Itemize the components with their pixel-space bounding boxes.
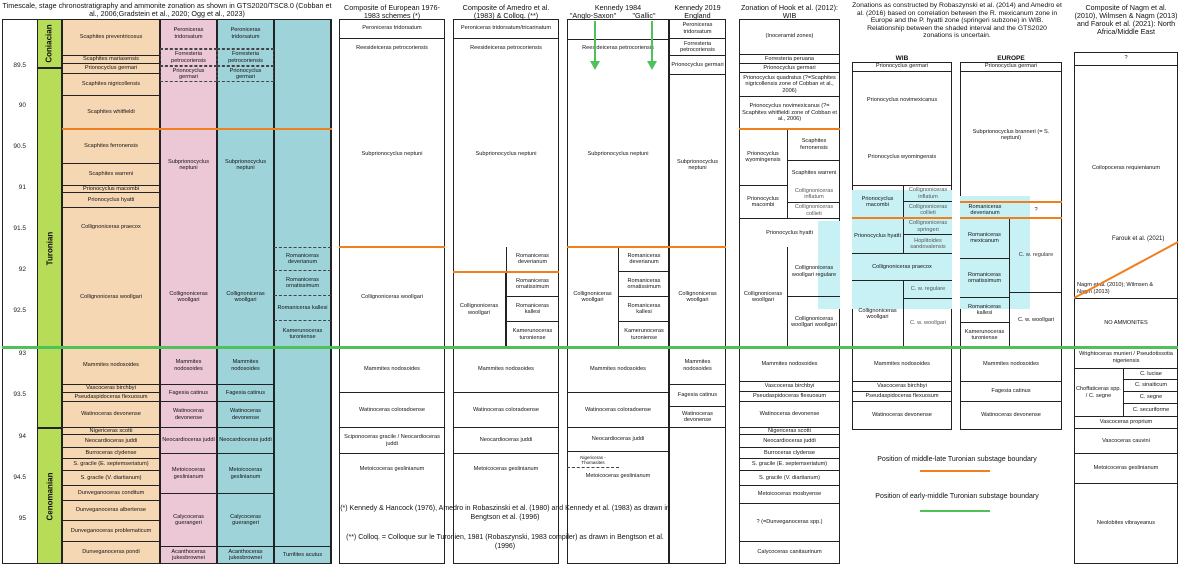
tick-label: 93.5	[13, 391, 26, 398]
zone-cell: Collignoniceras woollgari	[169, 290, 208, 303]
tick-label: 94.5	[13, 474, 26, 481]
zone-cell: Prionocyclus hyatti	[62, 193, 160, 208]
zone-cell: S. gracile (V. diartianum)	[62, 471, 160, 486]
zone-cell: Forresteria petrocoriensis	[160, 49, 217, 66]
zone-cell: Fagesia catinus	[160, 385, 217, 402]
zone-cell: Romaniceras ornatissimum	[274, 271, 331, 296]
zone-cell: C. w. regulare	[1018, 251, 1054, 258]
zone-cell: Collignoniceras collieti	[794, 204, 834, 217]
zone-cell: Calycoceras guerangeri	[173, 513, 204, 526]
zone-cell: Acanthoceras jukesbrownei	[217, 546, 274, 563]
zone-cell: Prionocyclus macombi	[852, 186, 904, 218]
zone-cell: Reesideiceras petrocoriensis	[470, 44, 542, 51]
orange-boundary-europe-lower	[960, 217, 1062, 219]
zone-cell: Pseudaspidoceras flexuosum	[852, 392, 952, 402]
stage-cenomanian: Cenomanian	[37, 428, 62, 564]
zone-cell: Peroniceras tridorsatum	[160, 19, 217, 49]
zone-cell: Romaniceras kallesi	[960, 298, 1010, 322]
zone-cell: Burroceras clydense	[62, 448, 160, 459]
zone-cell: Collignoniceras springeri	[904, 218, 952, 235]
zone-cell: Collignoniceras praecox	[852, 253, 952, 281]
orange-boundary-kennedy	[567, 246, 726, 248]
zone-cell: Sciponoceras gracile / Neocardioceras juddi	[339, 428, 445, 454]
zone-cell: Collignoniceras woollgari	[361, 293, 423, 300]
tick-label: 91	[18, 184, 26, 191]
zone-cell: Prionocyclus macombi	[62, 186, 160, 193]
zone-cell: Metoicoceras geslinianum	[473, 465, 539, 472]
zone-cell: Romaniceras kallesi	[274, 296, 331, 321]
zone-cell: Scaphites preventricosus	[62, 19, 160, 56]
zone-cell: Collignoniceras woollgari	[739, 247, 788, 347]
legend-green-label: Position of early-middle Turonian substage boundary	[875, 493, 1039, 500]
zone-cell: Fagesia catinus	[217, 385, 274, 402]
zone-cell: Watinoceras devonense	[160, 402, 217, 428]
zone-cell: Calycoceras canitaurinum	[757, 549, 822, 556]
arrow-icons	[585, 19, 665, 71]
tick-label: 90.5	[13, 143, 26, 150]
hook-header: Zonation of Hook et al. (2012): WIB	[740, 3, 839, 20]
zone-cell: Collignoniceras woollgari	[678, 290, 717, 303]
zone-cell: Prionocyclus germari	[669, 56, 726, 75]
zone-cell: Forresteria peruana	[739, 55, 840, 64]
zone-cell: Subprionocyclus neptuni	[224, 158, 267, 171]
nagm-diagonal	[1074, 236, 1180, 300]
zone-cell: Prionocyclus hyatti	[852, 218, 904, 253]
zone-cell: Coilopoceras requienianum	[1091, 164, 1161, 171]
zone-cell: Romaniceras deverianum	[274, 247, 331, 271]
zone-cell: Scaphites ferronensis	[62, 129, 160, 164]
zone-cell: Neocardioceras juddi	[62, 435, 160, 448]
zone-cell: Turrilites acutus	[274, 546, 331, 563]
zone-cell: Mammites nodosoides	[160, 347, 217, 385]
green-boundary	[2, 346, 1178, 349]
legend-green-line	[920, 510, 990, 512]
zone-cell: C. w. woollgari	[909, 319, 947, 326]
zone-cell: Prionocyclus novimexicanus (?= Scaphites whitfieldi zone of Cobban et al., 2006)	[742, 103, 837, 123]
zone-cell: NO AMMONITES	[1074, 298, 1178, 347]
zone-cell: Reesideiceras petrocoriensis	[582, 44, 654, 51]
zone-cell: Collignoniceras woollgari	[226, 290, 265, 303]
zone-cell: ?	[1034, 206, 1038, 213]
zone-cell: Subprionocyclus neptuni	[587, 150, 649, 157]
robaszynski-header: Zonations as constructed by Robaszynski et al. (2014) and Amedro et al. (2016) based on correlation between the R. mexicanum zone in Europe and the P. hyatti zone (springeri subzone) in WIB. Relationship between the shaded interval and the GTS2020 zonations is uncertain.	[852, 2, 1062, 40]
zone-cell: Peroniceras tridorsatum	[669, 19, 726, 39]
tick-label: 94	[18, 433, 26, 440]
zone-cell: Metoicoceras geslinianum	[585, 472, 651, 479]
zone-cell: Wrightoceras munieri / Pseudotissotia nigeriensis	[1074, 347, 1178, 369]
zone-cell: Neocardioceras juddi	[567, 428, 669, 452]
zone-cell: Nigericeras scotti	[62, 428, 160, 435]
zone-cell: Vascoceras birchbyi	[62, 385, 160, 393]
nagm-header: Composite of Nagm et al. (2010), Wilmsen & Nagm (2013) and Farouk et al. (2021): North Africa/Middle East	[1074, 3, 1178, 36]
zone-cell: Subprionocyclus neptuni	[475, 150, 537, 157]
zone-cell: Prionocyclus germari	[62, 64, 160, 74]
tick-label: 93	[18, 350, 26, 357]
zone-cell: Kamerunoceras turoniense	[960, 322, 1010, 347]
zone-cell: Neocardioceras juddi	[217, 428, 274, 454]
zone-cell: Neocardioceras juddi	[739, 435, 840, 448]
legend-orange-label: Position of middle-late Turonian substage boundary	[877, 456, 1037, 463]
zone-cell: Peroniceras tridorsatum	[339, 19, 445, 39]
zone-cell: Collignoniceras woollgari	[852, 281, 904, 347]
stage-coniacian: Coniacian	[37, 19, 62, 68]
zone-cell: Fagesia catinus	[669, 385, 726, 407]
zone-cell: Watinoceras devonense	[739, 402, 840, 428]
zone-cell: Prionocyclus germari	[852, 62, 952, 72]
zone-cell: Collignoniceras woollgari regulare	[788, 247, 840, 297]
zone-cell: C. w. regulare	[904, 281, 952, 299]
zone-cell: Prionocyclus hyatti	[739, 218, 840, 247]
european-header: Composite of European 1976-1983 schemes (*)	[344, 3, 440, 20]
zone-cell: Prionocyclus germari	[739, 64, 840, 73]
zone-cell: Calycoceras guerangeri	[230, 513, 261, 526]
zone-cell: Fagesia catinus	[960, 382, 1062, 402]
zone-cell: Romaniceras deverianum	[968, 203, 1002, 216]
zone-cell: Collignoniceras praecox	[81, 224, 141, 231]
kennedy1984-header: Kennedy 1984	[594, 3, 642, 12]
zone-cell: Watinoceras devonense	[872, 412, 932, 419]
zone-cell: Scaphites ferronensis	[788, 129, 840, 161]
zone-cell: Watinoceras devonense	[669, 407, 726, 428]
zone-cell: Mammites nodosoides	[960, 347, 1062, 382]
tick-label: 91.5	[13, 225, 26, 232]
zone-cell: Romaniceras kallesi	[506, 297, 559, 322]
zone-cell: C. w. woollgari	[1010, 292, 1062, 347]
zone-cell: Watinoceras devonense	[981, 412, 1041, 419]
zone-cell: Forresteria petrocoriensis	[217, 49, 274, 66]
zone-cell: Collignoniceras collieti	[908, 203, 948, 216]
gallic-label: "Gallic"	[632, 11, 656, 20]
legend-orange-line	[920, 470, 990, 472]
zone-cell: S. gracile (V. diartianum)	[739, 471, 840, 486]
zone-cell: Collignoniceras inflatum	[904, 186, 952, 202]
zone-cell: Metoicoceras geslinianum	[359, 465, 425, 472]
zone-cell: S. gracile (E. septemseriatum)	[62, 459, 160, 471]
zone-cell: Prionocyclus macombi	[739, 186, 788, 218]
zone-cell: Subprionocyclus neptuni	[676, 158, 719, 171]
footnote-colloq: (**) Colloq. = Colloque sur le Turonien, 1981 (Robaszynski, 1983 compiler) as drawn in Bengtson et al. (1996)	[346, 534, 664, 550]
zone-cell: C. sinaiticum	[1124, 380, 1178, 392]
zone-cell: Neocardioceras juddi	[453, 428, 559, 454]
nagm-label: Nagm et al. (2010); Wilmsen & Nagm (2013)	[1077, 282, 1154, 295]
zone-cell: Metoicoceras mosbyense	[739, 486, 840, 504]
zone-cell: Vascoceras cauvini	[1074, 429, 1178, 454]
zone-cell: Dunveganoceras problematicum	[62, 521, 160, 542]
zone-cell: Watinoceras devonense	[62, 402, 160, 428]
zone-cell: Kamerunoceras turoniense	[282, 327, 323, 340]
zone-cell: Pseudaspidoceras flexuosum	[62, 393, 160, 402]
zone-cell: Romaniceras ornatissimum	[960, 258, 1010, 298]
zone-cell: Mammites nodosoides	[852, 347, 952, 382]
tick-label: 89.5	[13, 62, 26, 69]
zone-cell: Romaniceras deverianum	[619, 247, 669, 272]
zone-cell: ? (=Dunveganoceras spp.)	[739, 504, 840, 542]
zone-cell: Burroceras clydense	[739, 448, 840, 459]
zone-cell: Metoicoceras geslinianum	[217, 454, 274, 494]
europe-label: EUROPE	[997, 55, 1025, 62]
zone-cell: Prionocyclus quadratus (?=Scaphites nigricollensis zone of Cobban et al., 2006)	[739, 73, 840, 97]
orange-diagonal-line	[1074, 242, 1178, 298]
zone-cell: Watinoceras devonense	[217, 402, 274, 428]
zone-cell: Watinoceras coloradoense	[453, 393, 559, 428]
zone-cell: Neocardioceras juddi	[160, 428, 217, 454]
zone-cell: Nigericeras - Thomasites	[567, 452, 619, 468]
tick-label: 95	[18, 515, 26, 522]
orange-boundary-wib	[852, 217, 952, 219]
zone-cell: Mammites nodosoides	[62, 347, 160, 385]
zone-cell: Collignoniceras woollgari woollgari	[791, 315, 837, 328]
zone-cell: Metoicoceras geslinianum	[160, 454, 217, 494]
zone-cell: Prionocyclus germari	[160, 66, 217, 82]
zone-cell: Subprionocyclus branneri (= S. neptuni)	[972, 128, 1050, 141]
zone-cell: Collignoniceras inflatum	[788, 186, 840, 203]
zone-cell: Scaphites nigricollensis	[62, 74, 160, 96]
zone-cell: Nigericeras scotti	[739, 428, 840, 435]
zone-cell: Collignoniceras woollgari	[567, 247, 619, 347]
zone-cell: Scaphites whitfieldi	[87, 109, 135, 116]
zone-cell: Peroniceras tridorsatum/tricarinatum	[453, 19, 559, 39]
footnote-european: (*) Kennedy & Hancock (1976), Amedro in Robaszinski et al. (1980) and Kennedy et al. (1983) as drawn in Bengtson et al. (1996)	[340, 505, 670, 521]
zone-cell: Hoplitoides sandovalensis	[910, 237, 946, 250]
zone-cell: Subprionocyclus neptuni	[361, 150, 423, 157]
zone-cell: Neolobites vibrayeanus	[1096, 520, 1156, 527]
zone-cell: Dunveganoceras conditum	[62, 486, 160, 501]
zone-cell: ?	[1074, 52, 1178, 66]
zone-cell: Mammites nodosoides	[217, 347, 274, 385]
zone-cell: Dunveganoceras albertense	[62, 501, 160, 521]
zone-cell: Prionocyclus novimexicanus	[866, 96, 938, 103]
zone-cell: Prionocyclus germari	[217, 66, 274, 82]
zone-cell: Romaniceras ornatissimum	[619, 272, 669, 297]
zone-cell: Reesideiceras petrocoriensis	[356, 44, 428, 51]
zone-cell: C. securiforme	[1132, 406, 1170, 413]
zone-cell: C. segne	[1124, 392, 1178, 404]
zone-cell: Scaphites warreni	[791, 170, 837, 177]
zone-cell: Peroniceras tridorsatum	[217, 19, 274, 49]
tick-label: 92.5	[13, 307, 26, 314]
orange-boundary-hook	[739, 128, 840, 130]
zone-cell: Mammites nodosoides	[453, 347, 559, 393]
amedro-header: Composite of Amedro et al. (1983) & Colloq. (**)	[462, 3, 550, 20]
orange-boundary-europe-upper	[960, 201, 1062, 203]
zone-cell: Romaniceras ornatissimum	[506, 272, 559, 297]
zone-cell: S. gracile (E. septemseriatum)	[739, 459, 840, 471]
zone-cell: Romaniceras deverianum	[506, 247, 559, 272]
zone-cell: Prionocyclus wyomingensis	[739, 129, 788, 186]
kennedy2019-header: Kennedy 2019 England	[674, 3, 721, 20]
anglo-saxon-label: "Anglo-Saxon"	[569, 11, 617, 20]
zone-cell: Metoicoceras geslinianum	[1074, 454, 1178, 484]
zone-cell: Vascoceras birchbyi	[739, 382, 840, 392]
zone-cell: (Inoceramid zones)	[739, 19, 840, 55]
orange-boundary-amedro	[453, 271, 559, 273]
wib-label: WIB	[895, 55, 909, 62]
zone-cell: C. luciae	[1124, 369, 1178, 380]
arrowhead-gallic	[647, 61, 657, 70]
stage-turonian: Turonian	[37, 68, 62, 428]
zone-cell: Prionocyclus germari	[960, 62, 1062, 72]
zone-cell: Pseudaspidoceras flexuosum	[739, 392, 840, 402]
zone-cell: Subprionocyclus neptuni	[167, 158, 210, 171]
orange-boundary-european	[339, 246, 445, 248]
zone-cell: Kamerunoceras turoniense	[624, 328, 664, 341]
arrowhead-anglo	[590, 61, 600, 70]
zone-cell: Mammites nodosoides	[739, 347, 840, 382]
zone-cell: Scaphites warreni	[62, 164, 160, 186]
zone-cell: Mammites nodosoides	[567, 347, 669, 393]
zone-cell: Choffaticeras spp. / C. segne	[1074, 369, 1124, 416]
zone-cell: Watinoceras coloradoense	[339, 393, 445, 428]
gts-header: Timescale, stage chronostratigraphy and ammonite zonation as shown in GTS2020/TSC8.0 (Cobban et al., 2006;Gradstein et al., 2020; Ogg et al., 2023)	[2, 1, 332, 18]
zone-cell: Kamerunoceras turoniense	[512, 328, 553, 341]
zone-cell: Romaniceras kallesi	[619, 297, 669, 322]
zone-cell: Mammites nodosoides	[339, 347, 445, 393]
tick-label: 90	[18, 102, 26, 109]
zone-cell: Scaphites mariasensis	[62, 56, 160, 64]
tick-label: 92	[18, 266, 26, 273]
zone-cell: Collignoniceras woollgari	[80, 293, 142, 300]
zone-cell: Watinoceras coloradoense	[567, 393, 669, 428]
zone-cell: Forresteria petrocoriensis	[669, 39, 726, 56]
zone-cell: Vascoceras birchbyi	[852, 382, 952, 392]
zone-cell: Vascoceras proprium	[1074, 416, 1178, 429]
zone-cell: Dunveganoceras pondi	[82, 549, 140, 556]
zone-cell: Romaniceras mexicanum	[960, 218, 1010, 258]
orange-boundary-gts	[62, 128, 332, 130]
farouk-label: Farouk et al. (2021)	[1112, 236, 1165, 242]
zone-cell: Prionocyclus wyomingensis	[852, 129, 952, 186]
zone-cell: Acanthoceras jukesbrownei	[160, 546, 217, 563]
zone-cell: Collignoniceras woollgari	[453, 272, 506, 347]
zone-cell: Mammites nodosoides	[669, 347, 726, 385]
